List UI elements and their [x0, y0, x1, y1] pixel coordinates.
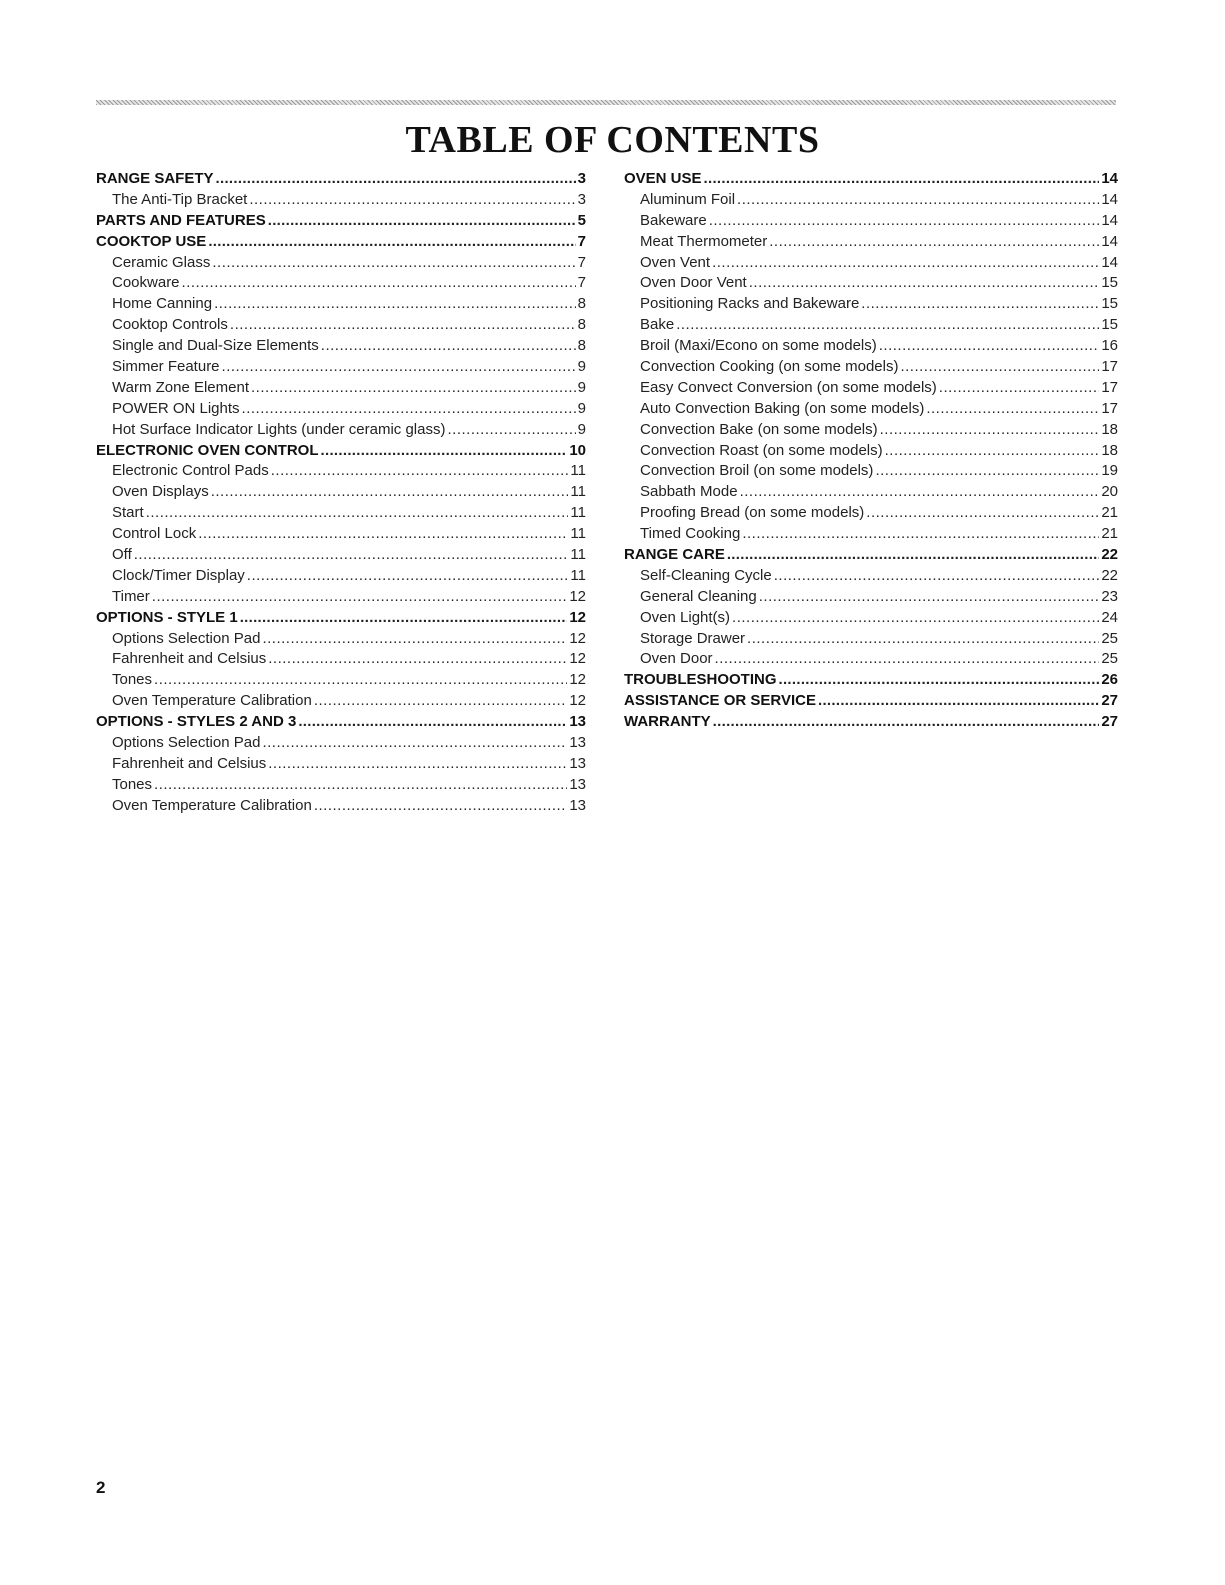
- toc-page-number: 18: [1101, 420, 1118, 438]
- toc-section-assistance-or-service[interactable]: [624, 692, 1118, 713]
- dot-leader: [321, 337, 576, 354]
- toc-subsection-proofing-bread-on-some-models[interactable]: [624, 504, 1118, 525]
- dot-leader: [268, 650, 567, 667]
- toc-page-number: 11: [570, 546, 586, 564]
- toc-section-range-care[interactable]: [624, 546, 1118, 567]
- toc-page-number: 11: [570, 566, 586, 584]
- toc-entry-title: RANGE CARE: [624, 546, 725, 564]
- toc-page-number: 12: [569, 692, 586, 710]
- toc-subsection-bakeware[interactable]: [624, 212, 1118, 233]
- toc-page-number: 14: [1101, 253, 1118, 271]
- toc-entry-title: Easy Convect Conversion (on some models): [640, 378, 937, 396]
- dot-leader: [216, 170, 576, 187]
- dot-leader: [240, 609, 568, 626]
- toc-entry-title: Ceramic Glass: [112, 253, 211, 271]
- toc-entry-title: Warm Zone Element: [112, 378, 249, 396]
- toc-page-number: 13: [569, 796, 586, 814]
- toc-subsection-off[interactable]: [96, 546, 586, 567]
- dot-leader: [715, 650, 1100, 667]
- dot-leader: [262, 630, 567, 647]
- toc-subsection-cooktop-controls[interactable]: [96, 316, 586, 337]
- toc-page-number: 8: [577, 316, 586, 334]
- page-number: 2: [96, 1478, 106, 1497]
- dot-leader: [880, 421, 1100, 438]
- toc-page-number: 12: [569, 650, 586, 668]
- toc-entry-title: Single and Dual-Size Elements: [112, 337, 319, 355]
- toc-entry-title: Auto Convection Baking (on some models): [640, 399, 925, 417]
- dot-leader: [742, 525, 1099, 542]
- toc-subsection-convection-bake-on-some-models[interactable]: [624, 421, 1118, 442]
- toc-page-number: 17: [1101, 378, 1118, 396]
- toc-page-number: 9: [577, 358, 586, 376]
- toc-subsection-auto-convection-baking-on-some-models[interactable]: [624, 400, 1118, 421]
- toc-page-number: 17: [1101, 358, 1118, 376]
- toc-subsection-oven-vent[interactable]: [624, 254, 1118, 275]
- toc-subsection-options-selection-pad[interactable]: [96, 734, 586, 755]
- toc-subsection-single-and-dual-size-elements[interactable]: [96, 337, 586, 358]
- toc-page-number: 11: [570, 483, 586, 501]
- toc-page-number: 9: [577, 420, 586, 438]
- dot-leader: [747, 630, 1099, 647]
- toc-subsection-convection-cooking-on-some-models[interactable]: [624, 358, 1118, 379]
- toc-section-troubleshooting[interactable]: [624, 671, 1118, 692]
- dot-leader: [182, 274, 576, 291]
- dot-leader: [926, 400, 1099, 417]
- page-title: TABLE OF CONTENTS: [405, 119, 820, 161]
- dot-leader: [879, 337, 1100, 354]
- toc-subsection-options-selection-pad[interactable]: [96, 630, 586, 651]
- toc-subsection-clock-timer-display[interactable]: [96, 567, 586, 588]
- toc-page-number: 26: [1101, 671, 1118, 689]
- dot-leader: [866, 504, 1099, 521]
- toc-page-number: 7: [577, 232, 586, 250]
- toc-page-number: 15: [1101, 295, 1118, 313]
- toc-subsection-start[interactable]: [96, 504, 586, 525]
- toc-subsection-convection-broil-on-some-models[interactable]: [624, 462, 1118, 483]
- toc-subsection-oven-temperature-calibration[interactable]: [96, 692, 586, 713]
- toc-subsection-power-on-lights[interactable]: [96, 400, 586, 421]
- toc-page-number: 12: [569, 608, 586, 626]
- toc-page-number: 7: [577, 253, 586, 271]
- dot-leader: [939, 379, 1100, 396]
- toc-subsection-warm-zone-element[interactable]: [96, 379, 586, 400]
- toc-subsection-meat-thermometer[interactable]: [624, 233, 1118, 254]
- dot-leader: [676, 316, 1099, 333]
- dot-leader: [737, 191, 1099, 208]
- toc-page-number: 7: [577, 274, 586, 292]
- toc-subsection-storage-drawer[interactable]: [624, 630, 1118, 651]
- toc-entry-title: WARRANTY: [624, 713, 711, 731]
- toc-page-number: 23: [1101, 587, 1118, 605]
- dot-leader: [230, 316, 576, 333]
- dot-leader: [146, 504, 569, 521]
- toc-page-number: 24: [1101, 608, 1118, 626]
- toc-subsection-bake[interactable]: [624, 316, 1118, 337]
- toc-page-number: 27: [1101, 692, 1118, 710]
- decorative-header-rule: [96, 100, 1116, 105]
- toc-right-column: [624, 170, 1118, 734]
- toc-entry-title: Tones: [112, 671, 153, 689]
- toc-subsection-fahrenheit-and-celsius[interactable]: [96, 755, 586, 776]
- toc-entry-title: Broil (Maxi/Econo on some models): [640, 337, 877, 355]
- toc-subsection-oven-temperature-calibration[interactable]: [96, 797, 586, 818]
- dot-leader: [268, 755, 567, 772]
- dot-leader: [222, 358, 576, 375]
- toc-entry-title: COOKTOP USE: [96, 232, 207, 250]
- dot-leader: [198, 525, 568, 542]
- dot-leader: [875, 462, 1099, 479]
- toc-entry-title: Convection Broil (on some models): [640, 462, 874, 480]
- toc-entry-title: Self-Cleaning Cycle: [640, 566, 772, 584]
- dot-leader: [298, 713, 567, 730]
- toc-entry-title: Convection Bake (on some models): [640, 420, 878, 438]
- toc-entry-title: Options Selection Pad: [112, 734, 261, 752]
- toc-subsection-simmer-feature[interactable]: [96, 358, 586, 379]
- toc-entry-title: Bake: [640, 316, 675, 334]
- toc-page-number: 5: [577, 211, 586, 229]
- toc-entry-title: Home Canning: [112, 295, 213, 313]
- toc-page-number: 25: [1101, 629, 1118, 647]
- toc-entry-title: PARTS AND FEATURES: [96, 211, 266, 229]
- toc-subsection-control-lock[interactable]: [96, 525, 586, 546]
- toc-subsection-easy-convect-conversion-on-some-models[interactable]: [624, 379, 1118, 400]
- toc-entry-title: Oven Temperature Calibration: [112, 796, 312, 814]
- dot-leader: [251, 379, 576, 396]
- toc-page-number: 9: [577, 399, 586, 417]
- dot-leader: [212, 254, 575, 271]
- toc-page-number: 16: [1101, 337, 1118, 355]
- toc-subsection-convection-roast-on-some-models[interactable]: [624, 442, 1118, 463]
- toc-subsection-oven-door-vent[interactable]: [624, 274, 1118, 295]
- dot-leader: [769, 233, 1099, 250]
- toc-entry-title: Fahrenheit and Celsius: [112, 754, 267, 772]
- dot-leader: [152, 588, 568, 605]
- dot-leader: [447, 421, 575, 438]
- toc-page-number: 8: [577, 295, 586, 313]
- toc-entry-title: Off: [112, 546, 132, 564]
- toc-subsection-general-cleaning[interactable]: [624, 588, 1118, 609]
- toc-page-number: 13: [569, 713, 586, 731]
- dot-leader: [211, 483, 569, 500]
- toc-subsection-electronic-control-pads[interactable]: [96, 462, 586, 483]
- toc-subsection-oven-light-s[interactable]: [624, 609, 1118, 630]
- dot-leader: [861, 295, 1099, 312]
- toc-subsection-timer[interactable]: [96, 588, 586, 609]
- dot-leader: [247, 567, 569, 584]
- toc-page-number: 14: [1101, 211, 1118, 229]
- dot-leader: [712, 254, 1099, 271]
- toc-entry-title: Meat Thermometer: [640, 232, 768, 250]
- toc-entry-title: ASSISTANCE OR SERVICE: [624, 692, 816, 710]
- toc-subsection-broil-maxi-econo-on-some-models[interactable]: [624, 337, 1118, 358]
- toc-entry-title: Options Selection Pad: [112, 629, 261, 647]
- toc-section-cooktop-use[interactable]: [96, 233, 586, 254]
- toc-page-number: 11: [570, 525, 586, 543]
- dot-leader: [262, 734, 567, 751]
- toc-entry-title: OPTIONS - STYLES 2 AND 3: [96, 713, 297, 731]
- toc-section-parts-and-features[interactable]: [96, 212, 586, 233]
- toc-page-number: 11: [570, 504, 586, 522]
- toc-entry-title: Oven Light(s): [640, 608, 731, 626]
- toc-entry-title: Proofing Bread (on some models): [640, 504, 865, 522]
- toc-entry-title: Convection Roast (on some models): [640, 441, 883, 459]
- toc-page-number: 9: [577, 378, 586, 396]
- toc-page-number: 18: [1101, 441, 1118, 459]
- toc-section-options-styles-2-and-3[interactable]: [96, 713, 586, 734]
- dot-leader: [134, 546, 569, 563]
- toc-entry-title: Bakeware: [640, 211, 707, 229]
- toc-left-column: [96, 170, 586, 818]
- dot-leader: [154, 671, 567, 688]
- toc-subsection-timed-cooking[interactable]: [624, 525, 1118, 546]
- toc-page-number: 25: [1101, 650, 1118, 668]
- dot-leader: [759, 588, 1100, 605]
- toc-entry-title: General Cleaning: [640, 587, 757, 605]
- toc-page-number: 13: [569, 734, 586, 752]
- dot-leader: [709, 212, 1100, 229]
- toc-entry-title: Simmer Feature: [112, 358, 220, 376]
- toc-entry-title: TROUBLESHOOTING: [624, 671, 777, 689]
- toc-entry-title: Positioning Racks and Bakeware: [640, 295, 860, 313]
- toc-entry-title: Storage Drawer: [640, 629, 746, 647]
- dot-leader: [154, 776, 567, 793]
- toc-entry-title: The Anti-Tip Bracket: [112, 190, 248, 208]
- toc-subsection-ceramic-glass[interactable]: [96, 254, 586, 275]
- dot-leader: [214, 295, 576, 312]
- toc-page-number: 22: [1101, 566, 1118, 584]
- toc-entry-title: OVEN USE: [624, 170, 702, 187]
- toc-subsection-the-anti-tip-bracket[interactable]: [96, 191, 586, 212]
- toc-entry-title: Start: [112, 504, 144, 522]
- toc-subsection-sabbath-mode[interactable]: [624, 483, 1118, 504]
- toc-entry-title: Electronic Control Pads: [112, 462, 269, 480]
- toc-subsection-home-canning[interactable]: [96, 295, 586, 316]
- toc-entry-title: Cooktop Controls: [112, 316, 228, 334]
- toc-entry-title: Oven Vent: [640, 253, 711, 271]
- toc-entry-title: Sabbath Mode: [640, 483, 738, 501]
- toc-section-range-safety[interactable]: [96, 170, 586, 191]
- toc-page-number: 12: [569, 671, 586, 689]
- toc-entry-title: Timed Cooking: [640, 525, 741, 543]
- toc-page-number: 17: [1101, 399, 1118, 417]
- dot-leader: [885, 442, 1100, 459]
- dot-leader: [268, 212, 576, 229]
- toc-page-number: 12: [569, 587, 586, 605]
- toc-page-number: 14: [1101, 232, 1118, 250]
- dot-leader: [208, 233, 575, 250]
- dot-leader: [818, 692, 1099, 709]
- toc-subsection-tones[interactable]: [96, 671, 586, 692]
- dot-leader: [727, 546, 1099, 563]
- toc-page-number: 12: [569, 629, 586, 647]
- toc-entry-title: Oven Door Vent: [640, 274, 747, 292]
- dot-leader: [249, 191, 575, 208]
- toc-entry-title: Oven Door: [640, 650, 713, 668]
- toc-subsection-hot-surface-indicator-lights-under-ceramic-glass[interactable]: [96, 421, 586, 442]
- toc-page-number: 14: [1101, 170, 1118, 187]
- toc-subsection-aluminum-foil[interactable]: [624, 191, 1118, 212]
- dot-leader: [779, 671, 1100, 688]
- toc-entry-title: RANGE SAFETY: [96, 170, 214, 187]
- dot-leader: [314, 692, 567, 709]
- toc-entry-title: Fahrenheit and Celsius: [112, 650, 267, 668]
- toc-page-number: 8: [577, 337, 586, 355]
- toc-section-options-style-1[interactable]: [96, 609, 586, 630]
- toc-entry-title: Cookware: [112, 274, 180, 292]
- toc-entry-title: Oven Displays: [112, 483, 209, 501]
- toc-subsection-positioning-racks-and-bakeware[interactable]: [624, 295, 1118, 316]
- toc-page-number: 3: [577, 190, 586, 208]
- toc-page-number: 27: [1101, 713, 1118, 731]
- toc-subsection-cookware[interactable]: [96, 274, 586, 295]
- toc-page-number: 15: [1101, 274, 1118, 292]
- dot-leader: [713, 713, 1100, 730]
- toc-page-number: 13: [569, 775, 586, 793]
- toc-page-number: 11: [570, 462, 586, 480]
- toc-page-number: 14: [1101, 190, 1118, 208]
- toc-page-number: 21: [1101, 525, 1118, 543]
- toc-entry-title: Tones: [112, 775, 153, 793]
- toc-subsection-oven-door[interactable]: [624, 650, 1118, 671]
- toc-entry-title: Timer: [112, 587, 150, 605]
- dot-leader: [242, 400, 576, 417]
- toc-entry-title: ELECTRONIC OVEN CONTROL: [96, 441, 319, 459]
- toc-entry-title: Hot Surface Indicator Lights (under ceramic glass): [112, 420, 446, 438]
- toc-entry-title: POWER ON Lights: [112, 399, 240, 417]
- dot-leader: [321, 442, 568, 459]
- toc-page-number: 10: [569, 441, 586, 459]
- toc-subsection-fahrenheit-and-celsius[interactable]: [96, 650, 586, 671]
- dot-leader: [271, 462, 569, 479]
- toc-page-number: 19: [1101, 462, 1118, 480]
- toc-entry-title: Clock/Timer Display: [112, 566, 245, 584]
- toc-page-number: 20: [1101, 483, 1118, 501]
- toc-section-electronic-oven-control[interactable]: [96, 442, 586, 463]
- toc-page-number: 22: [1101, 546, 1118, 564]
- toc-page-number: 13: [569, 754, 586, 772]
- dot-leader: [704, 170, 1100, 187]
- toc-subsection-oven-displays[interactable]: [96, 483, 586, 504]
- toc-section-oven-use[interactable]: [624, 170, 1118, 191]
- toc-entry-title: Aluminum Foil: [640, 190, 736, 208]
- dot-leader: [740, 483, 1100, 500]
- dot-leader: [900, 358, 1099, 375]
- toc-entry-title: Oven Temperature Calibration: [112, 692, 312, 710]
- dot-leader: [314, 797, 567, 814]
- dot-leader: [749, 274, 1100, 291]
- toc-entry-title: Control Lock: [112, 525, 197, 543]
- dot-leader: [732, 609, 1099, 626]
- toc-section-warranty[interactable]: [624, 713, 1118, 734]
- toc-page-number: 21: [1101, 504, 1118, 522]
- toc-subsection-tones[interactable]: [96, 776, 586, 797]
- dot-leader: [774, 567, 1100, 584]
- toc-entry-title: Convection Cooking (on some models): [640, 358, 899, 376]
- toc-page-number: 3: [577, 170, 586, 187]
- toc-page-number: 15: [1101, 316, 1118, 334]
- toc-entry-title: OPTIONS - STYLE 1: [96, 608, 238, 626]
- toc-subsection-self-cleaning-cycle[interactable]: [624, 567, 1118, 588]
